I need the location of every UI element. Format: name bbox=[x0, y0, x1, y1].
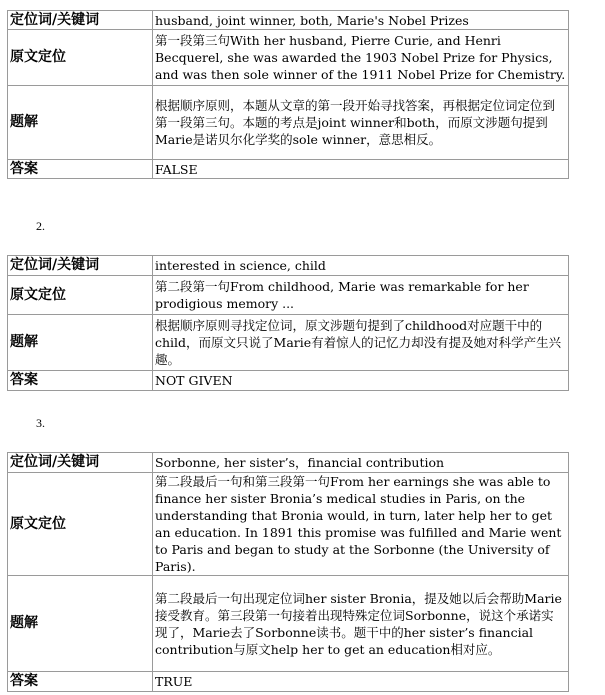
question-3-table bbox=[7, 452, 569, 692]
question-2-number: 2. bbox=[36, 219, 45, 233]
keywords-label: 定位词/关键词 bbox=[8, 256, 153, 276]
explanation-label: 题解 bbox=[8, 86, 153, 160]
keywords-label: 定位词/关键词 bbox=[8, 11, 153, 30]
keywords-label: 定位词/关键词 bbox=[8, 453, 153, 473]
keywords-value: husband, joint winner, both, Marie's Nobel Prizes bbox=[153, 11, 569, 30]
answer-label: 答案 bbox=[8, 371, 153, 391]
answer-label: 答案 bbox=[8, 672, 153, 692]
explanation-value: 根据顺序原则寻找定位词，原文涉题句提到了childhood对应题干中的child，而原文只说了Marie有着惊人的记忆力却没有提及她对科学产生兴趣。 bbox=[153, 315, 569, 371]
question-2-table bbox=[7, 255, 569, 391]
answer-value: NOT GIVEN bbox=[153, 371, 569, 391]
answer-value: FALSE bbox=[153, 160, 569, 179]
explanation-label: 题解 bbox=[8, 576, 153, 672]
answer-value: TRUE bbox=[153, 672, 569, 692]
question-3-number: 3. bbox=[36, 416, 45, 430]
answer-label: 答案 bbox=[8, 160, 153, 179]
explanation-label: 题解 bbox=[8, 315, 153, 371]
location-label: 原文定位 bbox=[8, 30, 153, 86]
location-value: 第二段第一句From childhood, Marie was remarkable for her prodigious memory ... bbox=[153, 276, 569, 315]
location-value: 第一段第三句With her husband, Pierre Curie, and Henri Becquerel, she was awarded the 1903 Nobel Prize for Physics, and was then sole winner of the 1911 Nobel Prize for Chemistry. bbox=[153, 30, 569, 86]
keywords-value: Sorbonne, her sister’s，financial contribution bbox=[153, 453, 569, 473]
explanation-value: 第二段最后一句出现定位词her sister Bronia，提及她以后会帮助Marie接受教育。第三段第一句接着出现特殊定位词Sorbonne，说这个承诺实现了，Marie去了Sorbonne读书。题干中的her sister’s financial contribution与原文help her to get an education相对应。 bbox=[153, 576, 569, 672]
location-label: 原文定位 bbox=[8, 276, 153, 315]
keywords-value: interested in science, child bbox=[153, 256, 569, 276]
location-label: 原文定位 bbox=[8, 473, 153, 576]
location-value: 第二段最后一句和第三段第一句From her earnings she was able to finance her sister Bronia’s medical studies in Paris, on the understanding that Bronia would, in turn, later help her to get an education. In 1891 this promise was fulfilled and Marie went to Paris and began to study at the Sorbonne (the University of Paris). bbox=[153, 473, 569, 576]
question-1-table bbox=[7, 10, 569, 179]
explanation-value: 根据顺序原则，本题从文章的第一段开始寻找答案，再根据定位词定位到第一段第三句。本题的考点是joint winner和both，而原文涉题句提到Marie是诺贝尔化学奖的sole winner，意思相反。 bbox=[153, 86, 569, 160]
